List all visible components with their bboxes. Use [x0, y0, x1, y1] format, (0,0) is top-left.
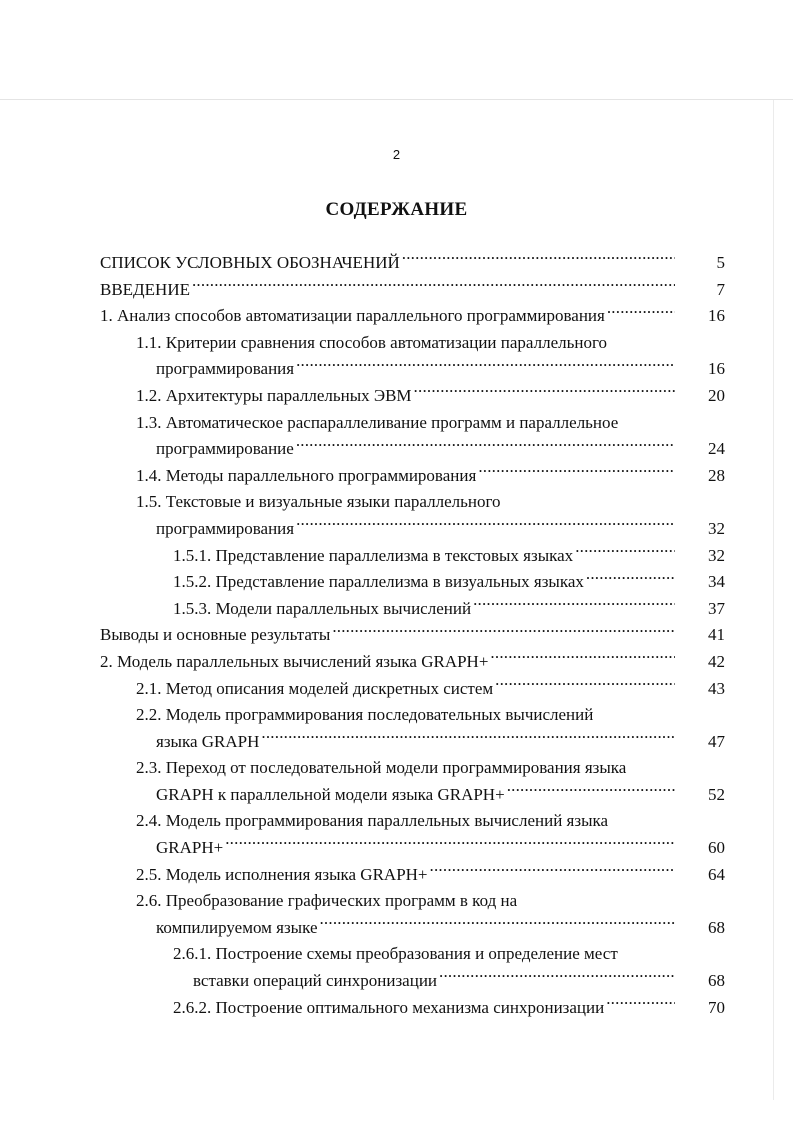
toc-entry-text: 2.5. Модель исполнения языка GRAPH+ [136, 864, 428, 884]
toc-entry-text: 2.6.2. Построение оптимального механизма синхронизации [173, 997, 605, 1017]
toc-entry-line [136, 330, 725, 357]
toc-page-number: 68 [708, 917, 725, 937]
scan-edge-right [773, 100, 774, 1100]
toc-entry [173, 569, 725, 596]
page-number: 2 [392, 147, 401, 162]
dot-leader [605, 304, 675, 321]
toc-page-number: 32 [708, 545, 725, 565]
toc-entry-text: программирование [156, 439, 294, 459]
toc-entry-line [136, 782, 725, 809]
toc-page-number: 16 [708, 359, 725, 379]
dot-leader [428, 863, 675, 880]
dot-leader [604, 996, 675, 1013]
toc-entry-text: 1.5.2. Представление параллелизма в визуальных языках [173, 572, 584, 592]
toc-page-number: 60 [708, 838, 725, 858]
toc-entry [136, 755, 725, 808]
toc-entry-line [100, 277, 725, 304]
toc-title: СОДЕРЖАНИЕ [325, 199, 468, 220]
dot-leader [412, 384, 675, 401]
toc-entry [136, 489, 725, 542]
dot-leader [190, 278, 675, 295]
toc-entry-text: 2. Модель параллельных вычислений языка GRAPH+ [100, 651, 489, 671]
dot-leader [488, 650, 675, 667]
dot-leader [294, 517, 675, 534]
toc-page-number: 32 [708, 518, 725, 538]
toc-entry [136, 702, 725, 755]
toc-entry [100, 622, 725, 649]
table-of-contents [100, 250, 725, 1021]
toc-entry [173, 543, 725, 570]
toc-entry-line [100, 649, 725, 676]
dot-leader [471, 597, 675, 614]
toc-entry-text: 2.1. Метод описания моделей дискретных систем [136, 678, 494, 698]
toc-entry-line [136, 888, 725, 915]
toc-entry [136, 330, 725, 383]
dot-leader [493, 677, 675, 694]
scan-edge-top [0, 99, 793, 100]
toc-entry-line [173, 941, 725, 968]
dot-leader [573, 544, 675, 561]
toc-entry-text: компилируемом языке [156, 917, 318, 937]
toc-entry-line [136, 516, 725, 543]
toc-entry-text: 1.5. Текстовые и визуальные языки параллельного [136, 492, 501, 512]
toc-entry-line [136, 410, 725, 437]
toc-entry-line [136, 835, 725, 862]
toc-entry [136, 808, 725, 861]
toc-entry-line [173, 968, 725, 995]
toc-entry-text: 2.6.1. Построение схемы преобразования и определение мест [173, 944, 618, 964]
toc-entry-line [100, 303, 725, 330]
toc-entry-line [173, 596, 725, 623]
toc-entry-text: языка GRAPH [156, 731, 260, 751]
toc-entry [136, 862, 725, 889]
dot-leader [330, 623, 675, 640]
toc-entry-line [136, 915, 725, 942]
toc-entry [136, 383, 725, 410]
toc-page-number: 7 [716, 279, 725, 299]
toc-page-number: 16 [708, 306, 725, 326]
toc-entry-text: программирования [156, 518, 295, 538]
toc-entry-text: 1.2. Архитектуры параллельных ЭВМ [136, 385, 412, 405]
toc-entry-text: ВВЕДЕНИЕ [100, 279, 190, 299]
toc-entry-text: вставки операций синхронизации [193, 971, 438, 991]
dot-leader [317, 916, 675, 933]
toc-entry-text: GRAPH+ [156, 838, 224, 858]
toc-entry [100, 250, 725, 277]
toc-entry-text: 1.5.1. Представление параллелизма в текстовых языках [173, 545, 574, 565]
toc-entry-text: 2.6. Преобразование графических программ в код на [136, 891, 518, 911]
toc-page-number: 64 [708, 864, 725, 884]
toc-page-number: 28 [708, 465, 725, 485]
toc-entry-line [100, 622, 725, 649]
dot-leader [400, 251, 675, 268]
toc-entry-text: 1.4. Методы параллельного программирования [136, 465, 477, 485]
dot-leader [505, 783, 675, 800]
dot-leader [476, 464, 675, 481]
toc-entry-line [173, 995, 725, 1022]
dot-leader [437, 969, 675, 986]
toc-entry-line [136, 702, 725, 729]
toc-entry-line [136, 463, 725, 490]
toc-entry-line [136, 489, 725, 516]
toc-page-number: 43 [708, 678, 725, 698]
toc-page-number: 24 [708, 439, 725, 459]
toc-entry [100, 277, 725, 304]
toc-entry [136, 676, 725, 703]
toc-page-number: 34 [708, 572, 725, 592]
toc-page-number: 52 [708, 784, 725, 804]
toc-entry-text: 2.2. Модель программирования последовательных вычислений [136, 705, 594, 725]
dot-leader [259, 730, 675, 747]
toc-page-number: 42 [708, 651, 725, 671]
toc-entry [173, 995, 725, 1022]
toc-entry-line [136, 676, 725, 703]
dot-leader [294, 357, 675, 374]
toc-entry-text: 2.3. Переход от последовательной модели программирования языка [136, 758, 627, 778]
toc-entry-text: 1. Анализ способов автоматизации параллельного программирования [100, 306, 605, 326]
toc-entry-text: 2.4. Модель программирования параллельных вычислений языка [136, 811, 609, 831]
toc-entry-text: программирования [156, 359, 295, 379]
dot-leader [294, 437, 675, 454]
toc-page-number: 68 [708, 971, 725, 991]
toc-entry-line [136, 383, 725, 410]
toc-entry-text: 1.3. Автоматическое распараллеливание программ и параллельное [136, 412, 619, 432]
toc-entry [136, 888, 725, 941]
toc-entry-text: 1.1. Критерии сравнения способов автоматизации параллельного [136, 332, 608, 352]
toc-page-number: 20 [708, 385, 725, 405]
dot-leader [584, 570, 675, 587]
toc-page-number: 5 [716, 253, 725, 272]
toc-entry [136, 463, 725, 490]
dot-leader [223, 836, 675, 853]
toc-entry [173, 941, 725, 994]
toc-entry-line [136, 808, 725, 835]
toc-page-number: 70 [708, 997, 725, 1017]
toc-entry-line [100, 250, 725, 277]
toc-entry [173, 596, 725, 623]
toc-entry-text: Выводы и основные результаты [100, 625, 331, 645]
toc-entry-line [136, 356, 725, 383]
toc-entry-text: СПИСОК УСЛОВНЫХ ОБОЗНАЧЕНИЙ [100, 253, 400, 272]
toc-entry-text: 1.5.3. Модели параллельных вычислений [173, 598, 472, 618]
toc-entry-line [136, 755, 725, 782]
toc-entry-text: GRAPH к параллельной модели языка GRAPH+ [156, 784, 505, 804]
toc-entry-line [173, 569, 725, 596]
toc-page-number: 41 [708, 625, 725, 645]
toc-page-number: 37 [708, 598, 725, 618]
toc-entry-line [173, 543, 725, 570]
toc-entry-line [136, 729, 725, 756]
toc-entry [100, 649, 725, 676]
toc-entry-line [136, 862, 725, 889]
toc-entry-line [136, 436, 725, 463]
toc-page-number: 47 [708, 731, 725, 751]
toc-entry [100, 303, 725, 330]
toc-entry [136, 410, 725, 463]
